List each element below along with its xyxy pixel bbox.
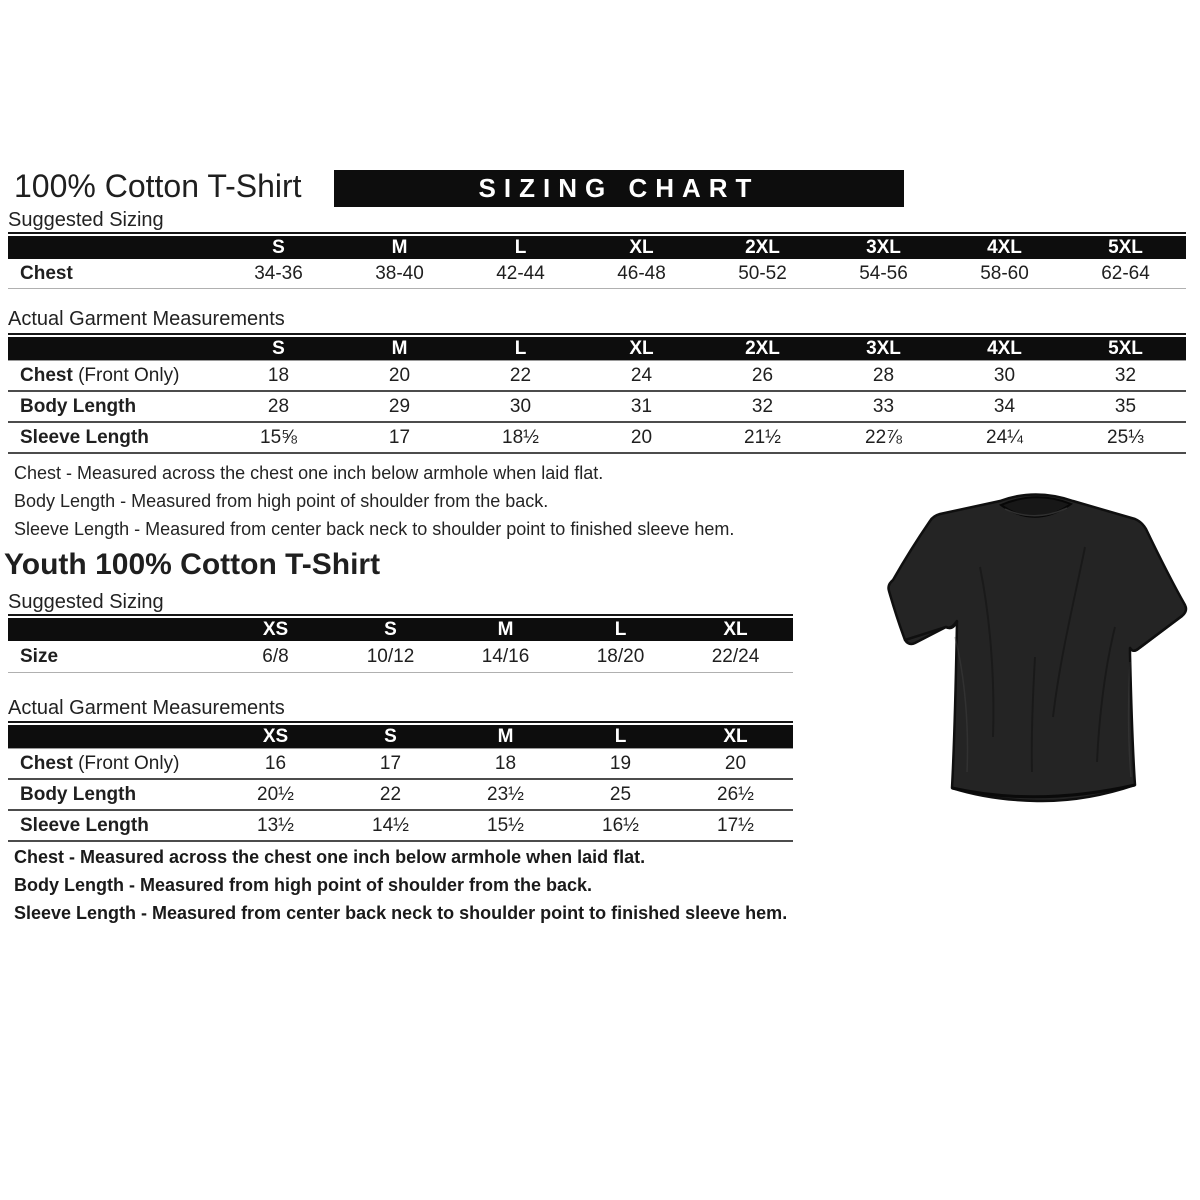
column-header: M (391, 338, 408, 359)
cell: 17 (379, 752, 402, 774)
cell: 22/24 (711, 645, 760, 667)
adult-suggested-header-row (8, 236, 1186, 259)
cell: 6/8 (262, 645, 289, 667)
note-chest: Chest - Measured across the chest one inch below armhole when laid flat. (14, 463, 604, 483)
cell: 18 (267, 364, 290, 386)
row-label: Sleeve Length (20, 426, 149, 448)
cell: 16 (264, 752, 287, 774)
cell: 24 (630, 364, 653, 386)
table-row-sleeve-length (8, 423, 1186, 454)
cell: 32 (1114, 364, 1137, 386)
column-header: XL (629, 237, 654, 258)
row-label-suffix: (Front Only) (72, 364, 180, 386)
row-label: Size (20, 645, 59, 667)
column-header: S (272, 237, 285, 258)
youth-suggested-table (8, 614, 793, 673)
cell: 18 (494, 752, 517, 774)
table-row-chest-front-only (8, 360, 1186, 392)
tshirt-image (885, 477, 1190, 812)
cell: 14½ (372, 814, 409, 836)
cell: 20 (388, 364, 411, 386)
cell: 20½ (257, 783, 294, 805)
cell: 29 (388, 395, 411, 417)
cell: 30 (993, 364, 1016, 386)
cell: 30 (509, 395, 532, 417)
table-row-body-length (8, 780, 793, 811)
column-header: S (384, 726, 397, 747)
cell: 15½ (487, 814, 524, 836)
note-chest: Chest - Measured across the chest one inch below armhole when laid flat. (14, 847, 646, 867)
column-header: L (614, 619, 627, 640)
cell: 46-48 (617, 262, 666, 284)
column-header: M (497, 619, 514, 640)
table-row-size (8, 641, 793, 673)
cell: 19 (609, 752, 632, 774)
cell: 17½ (717, 814, 754, 836)
column-header: L (614, 726, 627, 747)
cell: 23½ (487, 783, 524, 805)
youth-section-title: Youth 100% Cotton T-Shirt (4, 548, 381, 581)
header-row (0, 166, 1200, 210)
column-header: L (514, 237, 527, 258)
cell: 14/16 (481, 645, 530, 667)
column-header: XL (629, 338, 654, 359)
youth-suggested-label: Suggested Sizing (8, 591, 164, 613)
cell: 18½ (502, 426, 539, 448)
adult-actual-table (8, 333, 1186, 454)
table-row-chest (8, 259, 1186, 289)
cell: 16½ (602, 814, 639, 836)
adult-suggested-label: Suggested Sizing (8, 209, 164, 231)
note-sleeve-length: Sleeve Length - Measured from center back neck to shoulder point to finished sleeve hem. (14, 903, 788, 923)
page-title: 100% Cotton T-Shirt (14, 168, 302, 204)
column-header: 2XL (745, 338, 780, 359)
cell: 35 (1114, 395, 1137, 417)
cell: 34-36 (254, 262, 303, 284)
column-header: 3XL (866, 237, 901, 258)
adult-measurement-notes (14, 459, 734, 543)
adult-suggested-table (8, 232, 1186, 289)
column-header: L (514, 338, 527, 359)
youth-actual-label: Actual Garment Measurements (8, 697, 285, 719)
adult-actual-label: Actual Garment Measurements (8, 308, 285, 330)
sizing-chart-banner: SIZING CHART (334, 170, 904, 207)
youth-actual-header-row (8, 725, 793, 748)
column-header: 2XL (745, 237, 780, 258)
row-label (8, 365, 218, 387)
row-label-main: Chest (20, 364, 73, 386)
cell: 10/12 (366, 645, 415, 667)
cell: 33 (872, 395, 895, 417)
cell: 17 (388, 426, 411, 448)
cell: 13½ (257, 814, 294, 836)
table-row-chest-front-only (8, 748, 793, 780)
table-row-sleeve-length (8, 811, 793, 842)
cell: 20 (724, 752, 747, 774)
row-label: Body Length (20, 783, 137, 805)
column-header: M (497, 726, 514, 747)
cell: 21½ (744, 426, 781, 448)
cell: 28 (267, 395, 290, 417)
column-header: 5XL (1108, 237, 1143, 258)
column-header: 3XL (866, 338, 901, 359)
cell: 32 (751, 395, 774, 417)
column-header: 4XL (987, 338, 1022, 359)
note-sleeve-length: Sleeve Length - Measured from center back neck to shoulder point to finished sleeve hem. (14, 519, 735, 539)
cell: 58-60 (980, 262, 1029, 284)
column-header: S (384, 619, 397, 640)
cell: 20 (630, 426, 653, 448)
row-label: Chest (20, 262, 73, 284)
cell: 24¼ (986, 426, 1023, 448)
cell: 50-52 (738, 262, 787, 284)
cell: 26½ (717, 783, 754, 805)
row-label (8, 753, 218, 775)
column-header: 4XL (987, 237, 1022, 258)
cell: 25⅓ (1107, 426, 1144, 448)
column-header: S (272, 338, 285, 359)
youth-actual-table (8, 721, 793, 842)
youth-measurement-notes (14, 843, 787, 927)
note-body-length: Body Length - Measured from high point of shoulder from the back. (14, 875, 593, 895)
row-label-main: Chest (20, 752, 73, 774)
adult-actual-header-row (8, 337, 1186, 360)
column-header: XL (723, 726, 748, 747)
column-header: XL (723, 619, 748, 640)
cell: 22 (379, 783, 402, 805)
cell: 25 (609, 783, 632, 805)
cell: 22 (509, 364, 532, 386)
column-header: XS (262, 619, 289, 640)
row-label: Sleeve Length (20, 814, 149, 836)
table-row-body-length (8, 392, 1186, 423)
row-label-suffix: (Front Only) (72, 752, 180, 774)
note-body-length: Body Length - Measured from high point of shoulder from the back. (14, 491, 549, 511)
cell: 34 (993, 395, 1016, 417)
cell: 18/20 (596, 645, 645, 667)
cell: 28 (872, 364, 895, 386)
cell: 54-56 (859, 262, 908, 284)
column-header: 5XL (1108, 338, 1143, 359)
cell: 38-40 (375, 262, 424, 284)
row-label: Body Length (20, 395, 137, 417)
cell: 15⅝ (260, 426, 297, 448)
cell: 62-64 (1101, 262, 1150, 284)
cell: 42-44 (496, 262, 545, 284)
column-header: XS (262, 726, 289, 747)
cell: 22⅞ (865, 426, 902, 448)
cell: 26 (751, 364, 774, 386)
column-header: M (391, 237, 408, 258)
cell: 31 (630, 395, 653, 417)
youth-suggested-header-row (8, 618, 793, 641)
